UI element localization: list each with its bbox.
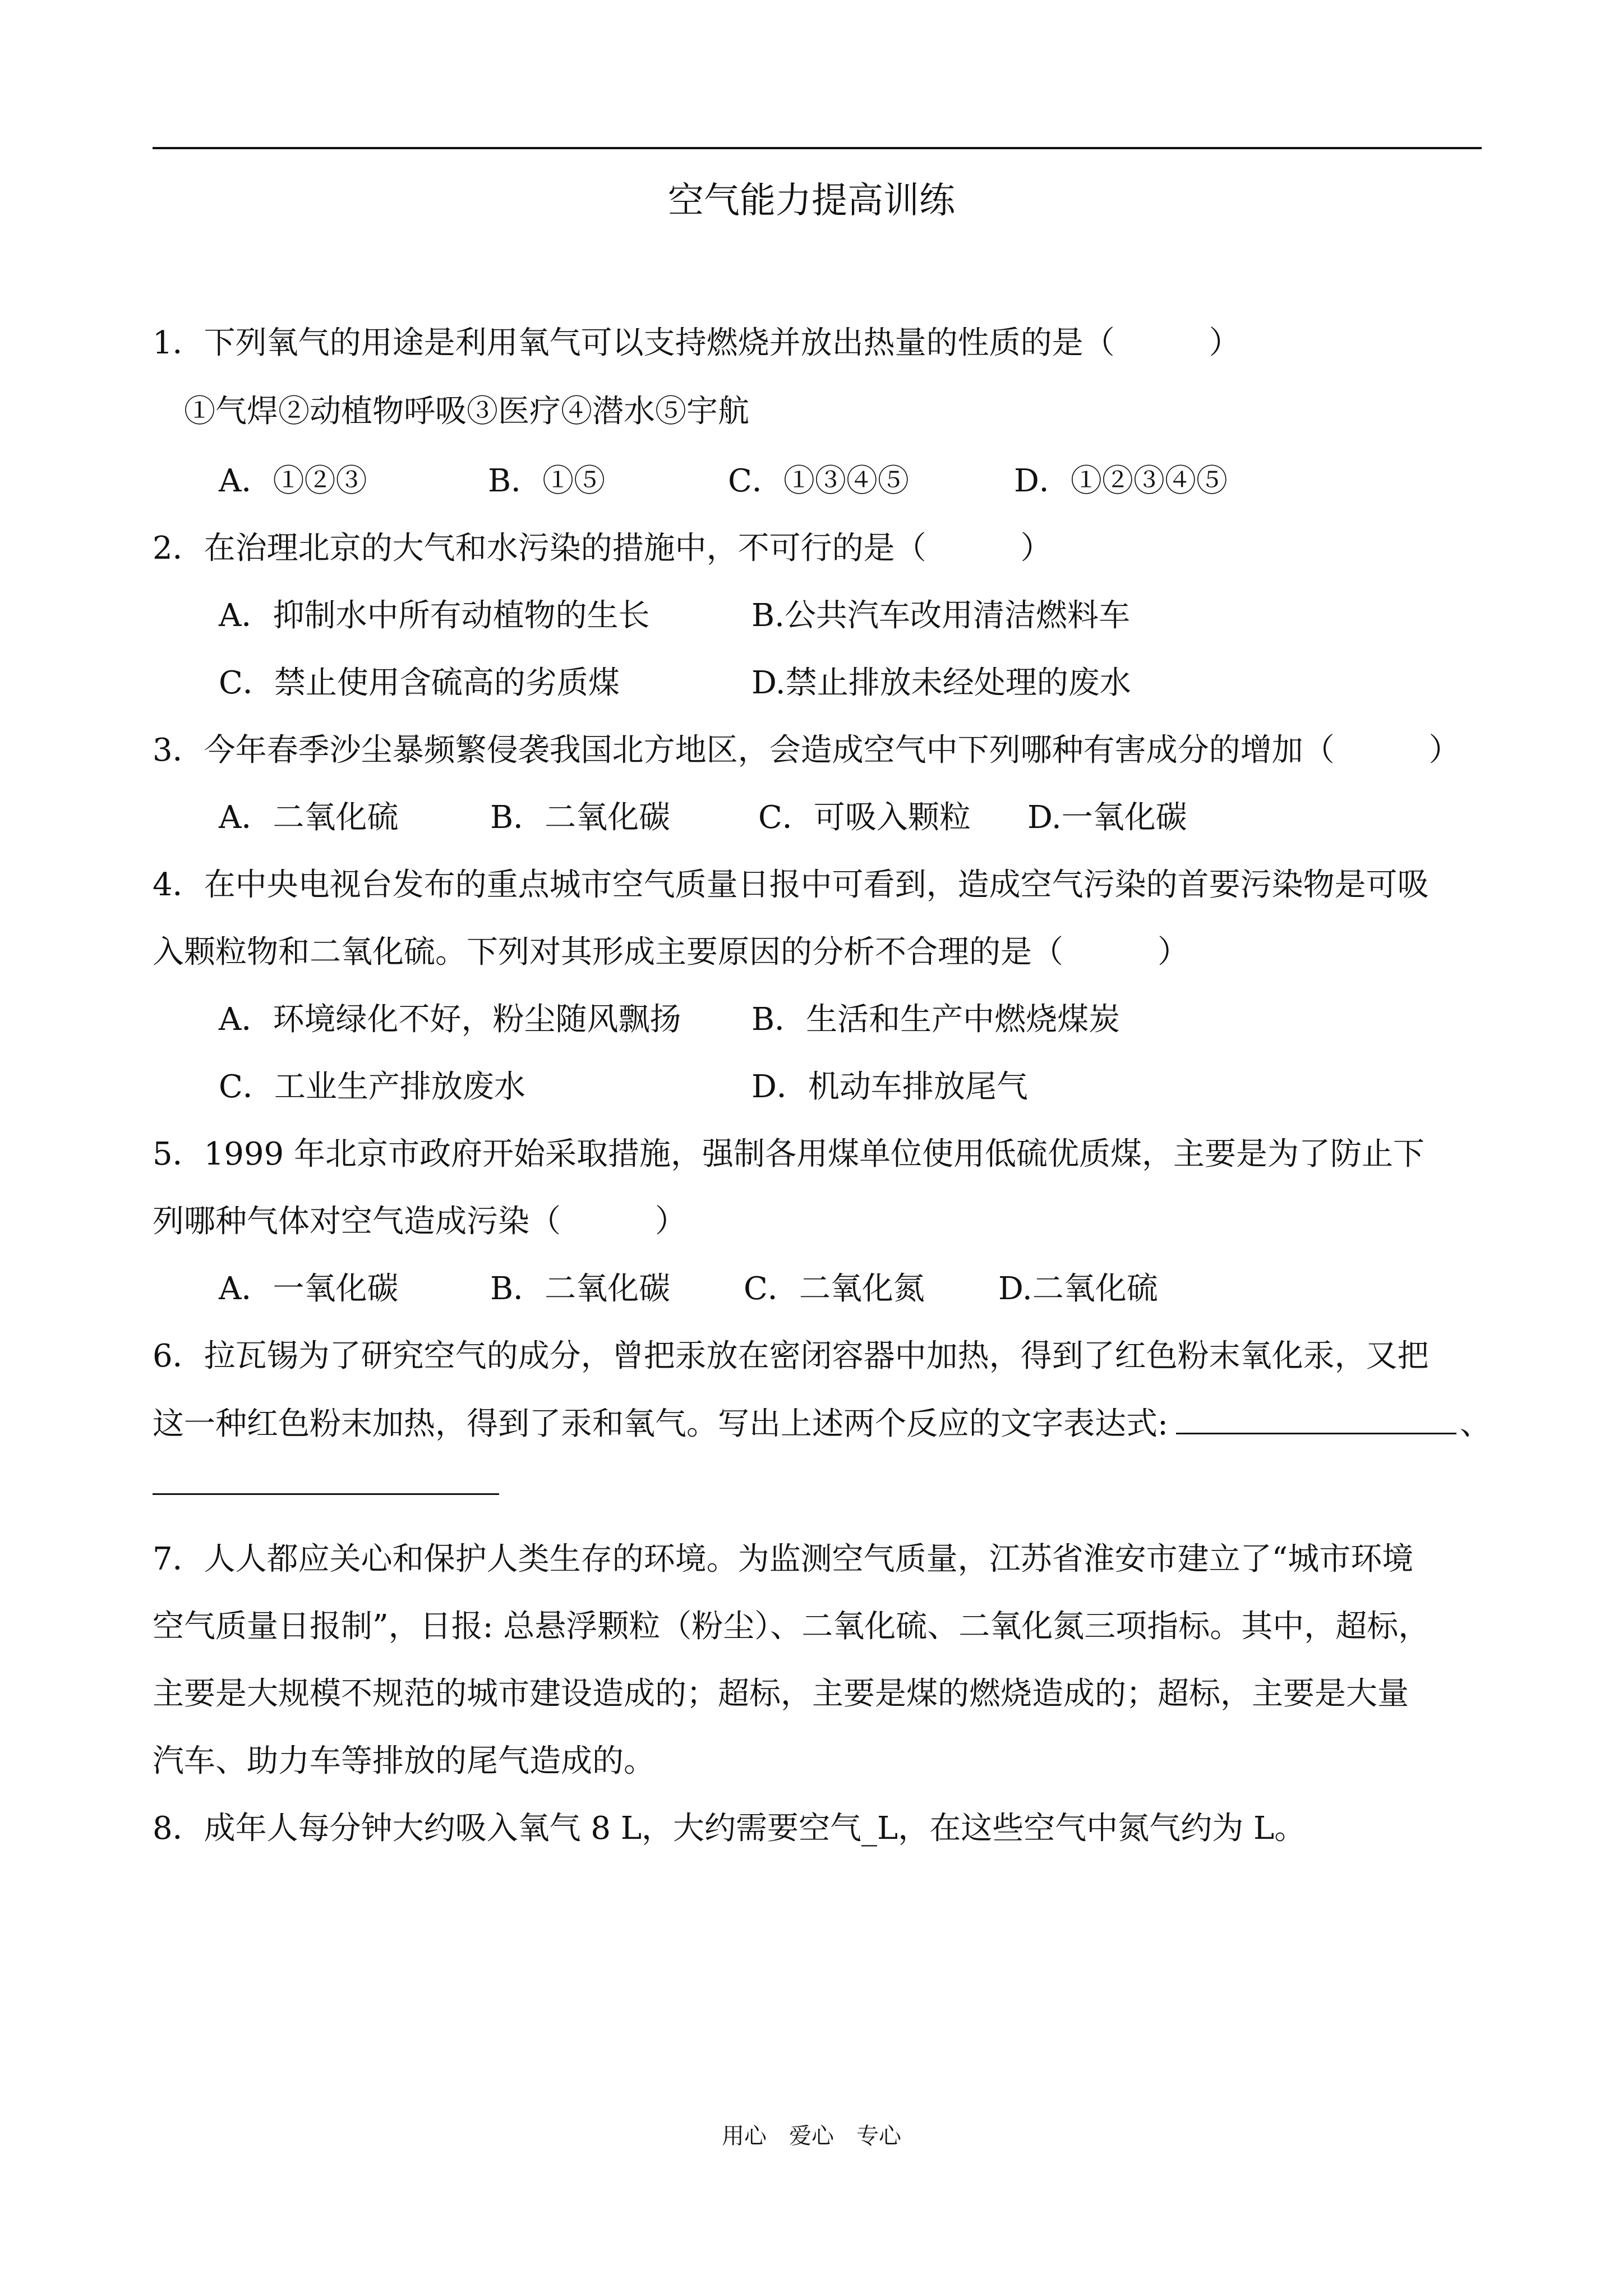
q5-option-a: A．一氧化碳 [219,1271,399,1307]
q4-option-c: C．工业生产排放废水 [219,1069,525,1105]
q1-option-b: B．①⑤ [488,463,606,499]
q7-line1: 7．人人都应关心和保护人类生存的环境。为监测空气质量，江苏省淮安市建立了“城市环境 [153,1541,1414,1577]
q5-stem-line1: 5．1999 年北京市政府开始采取措施，强制各用煤单位使用低硫优质煤，主要是为了防止下 [153,1136,1424,1172]
q1-option-a: A．①②③ [219,463,367,499]
q7-line4: 汽车、助力车等排放的尾气造成的。 [153,1743,655,1779]
q3-option-b: B．二氧化碳 [490,799,671,836]
q3-option-d: D.一氧化碳 [1027,799,1187,836]
q2-option-b: B.公共汽车改用清洁燃料车 [751,597,1130,634]
q5-option-c: C．二氧化氮 [744,1271,925,1307]
q6-answer-blank-2[interactable] [153,1493,499,1495]
q1-stem: 1．下列氧气的用途是利用氧气可以支持燃烧并放出热量的性质的是（ ） [153,325,1241,361]
header-rule [153,147,1482,149]
q4-stem-line2: 入颗粒物和二氧化硫。下列对其形成主要原因的分析不合理的是（ ） [153,934,1189,970]
q4-option-a: A．环境绿化不好，粉尘随风飘扬 [219,1001,681,1038]
q2-option-c: C．禁止使用含硫高的劣质煤 [219,665,620,701]
q3-option-c: C．可吸入颗粒 [758,799,971,836]
q3-option-a: A．二氧化硫 [219,799,399,836]
q6-line2: 这一种红色粉末加热，得到了汞和氧气。写出上述两个反应的文字表达式: [153,1406,1168,1442]
q4-option-d: D．机动车排放尾气 [751,1069,1028,1105]
q2-stem: 2．在治理北京的大气和水污染的措施中，不可行的是（ ） [153,530,1052,567]
q5-option-b: B．二氧化碳 [490,1271,671,1307]
q4-stem-line1: 4．在中央电视台发布的重点城市空气质量日报中可看到，造成空气污染的首要污染物是可吸 [153,867,1429,903]
q5-option-d: D.二氧化硫 [998,1271,1158,1307]
q7-line3: 主要是大规模不规范的城市建设造成的；超标，主要是煤的燃烧造成的；超标，主要是大量 [153,1676,1409,1712]
q2-option-a: A．抑制水中所有动植物的生长 [219,597,650,634]
q1-items: ①气焊②动植物呼吸③医疗④潜水⑤宇航 [184,393,749,430]
q6-separator: 、 [1459,1406,1491,1442]
q6-line1: 6．拉瓦锡为了研究空气的成分，曾把汞放在密闭容器中加热，得到了红色粉末氧化汞，又把 [153,1338,1429,1374]
q1-option-d: D．①②③④⑤ [1014,463,1228,499]
q7-line2: 空气质量日报制”，日报: 总悬浮颗粒（粉尘）、二氧化硫、二氧化氮三项指标。其中，超标， [153,1608,1430,1645]
q4-option-b: B．生活和生产中燃烧煤炭 [751,1001,1121,1038]
q5-stem-line2: 列哪种气体对空气造成污染（ ） [153,1203,686,1240]
page-footer: 用心 爱心 专心 [722,2123,901,2149]
q1-option-c: C．①③④⑤ [728,463,909,499]
q6-answer-blank-1[interactable] [1176,1401,1456,1434]
q8-line1: 8．成年人每分钟大约吸入氧气 8 L，大约需要空气_L，在这些空气中氮气约为 L。 [153,1810,1306,1847]
q3-stem: 3．今年春季沙尘暴频繁侵袭我国北方地区，会造成空气中下列哪种有害成分的增加（ ） [153,732,1460,769]
q6-line2-row [153,1401,1491,1447]
q2-option-d: D.禁止排放未经处理的废水 [751,665,1131,701]
page-title: 空气能力提高训练 [668,180,955,222]
